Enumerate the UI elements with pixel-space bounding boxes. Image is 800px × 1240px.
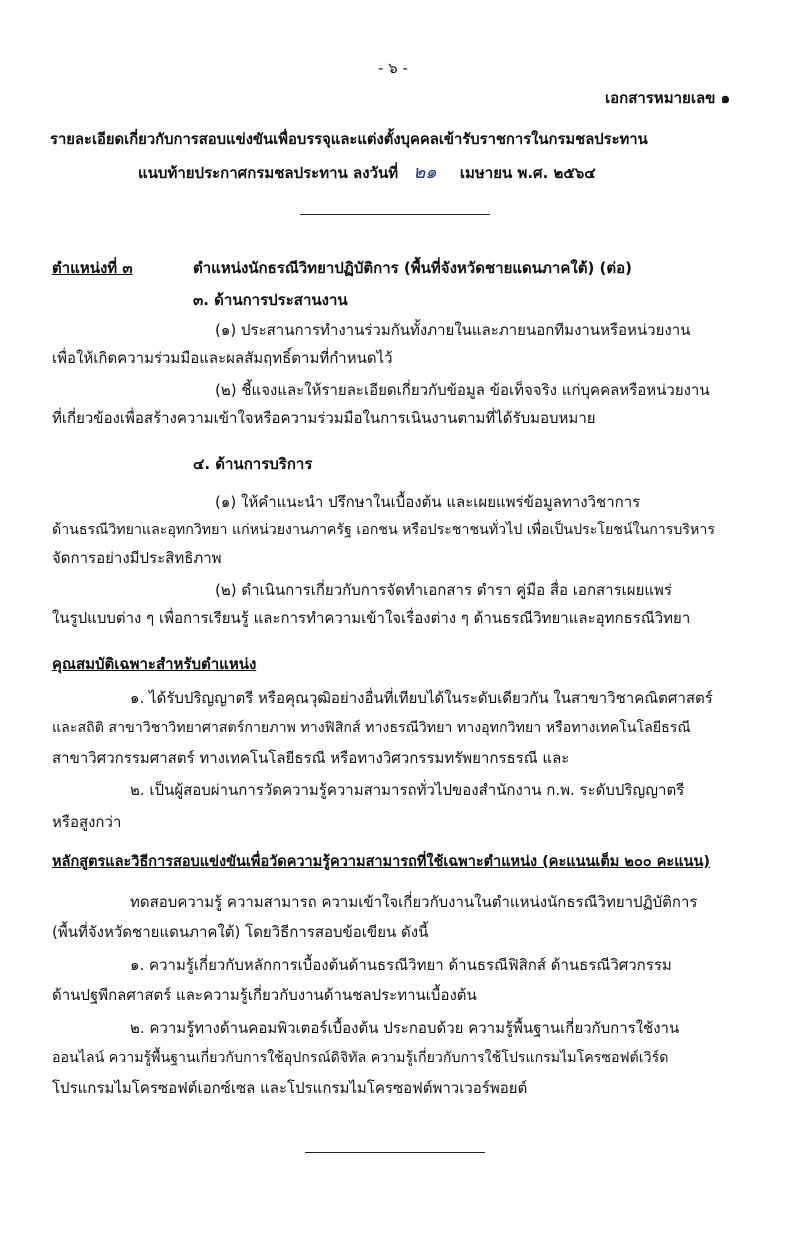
page-number: - ๖ -	[378, 59, 408, 77]
qualification-item1-line2: และสถิติ สาขาวิชาวิทยาศาสตร์กายภาพ ทางฟิสิกส์ ทางธรณีวิทยา ทางอุทกวิทยา หรือทางเทคโนโลยีธรณี	[52, 720, 691, 736]
exam-item2-line1: ๒. ความรู้ทางด้านคอมพิวเตอร์เบื้องต้น ประกอบด้วย ความรู้พื้นฐานเกี่ยวกับการใช้งาน	[130, 1019, 680, 1037]
exam-item1-line1: ๑. ความรู้เกี่ยวกับหลักการเบื้องต้นด้านธรณีวิทยา ด้านธรณีฟิสิกส์ ด้านธรณีวิศวกรรม	[130, 956, 672, 974]
handwritten-day: ๒๑	[413, 162, 437, 183]
exam-item2-line3: โปรแกรมไมโครซอฟต์เอกซ์เซล และโปรแกรมไมโครซอฟต์พาวเวอร์พอยต์	[52, 1079, 528, 1097]
subtitle-prefix: แนบท้ายประกาศกรมชลประทาน ลงวันที่	[138, 164, 399, 182]
exam-intro-line2: (พื้นที่จังหวัดชายแดนภาคใต้) โดยวิธีการสอบข้อเขียน ดังนี้	[52, 923, 429, 941]
section3-item2-line1: (๒) ชี้แจงและให้รายละเอียดเกี่ยวกับข้อมูล ข้อเท็จจริง แก่บุคคลหรือหน่วยงาน	[215, 381, 710, 399]
section3-item2-line2: ที่เกี่ยวข้องเพื่อสร้างความเข้าใจหรือความร่วมมือในการเนินงานตามที่ได้รับมอบหมาย	[52, 409, 596, 427]
section4-item2-line2: ในรูปแบบต่าง ๆ เพื่อการเรียนรู้ และการทำความเข้าใจเรื่องต่าง ๆ ด้านธรณีวิทยาและอุทกธรณีวิทยา	[52, 609, 691, 627]
qualifications-heading: คุณสมบัติเฉพาะสำหรับตำแหน่ง	[52, 655, 257, 673]
section4-item1-line3: จัดการอย่างมีประสิทธิภาพ	[52, 549, 222, 567]
qualification-item2-line1: ๒. เป็นผู้สอบผ่านการวัดความรู้ความสามารถทั่วไปของสำนักงาน ก.พ. ระดับปริญญาตรี	[130, 781, 685, 799]
section4-item1-line1: (๑) ให้คำแนะนำ ปรึกษาในเบื้องต้น และเผยแพร่ข้อมูลทางวิชาการ	[215, 493, 641, 511]
section4-item1-line2: ด้านธรณีวิทยาและอุทกวิทยา แก่หน่วยงานภาครัฐ เอกชน หรือประชาชนทั่วไป เพื่อเป็นประโยชน์ในการบริหาร	[52, 522, 715, 538]
document-reference: เอกสารหมายเลข ๑	[605, 89, 731, 107]
exam-heading: หลักสูตรและวิธีการสอบแข่งขันเพื่อวัดความรู้ความสามารถที่ใช้เฉพาะตำแหน่ง (คะแนนเต็ม ๒๐๐ คะแนน)	[52, 854, 710, 870]
footer-divider	[305, 1152, 485, 1153]
document-subtitle	[138, 163, 596, 183]
title-divider	[300, 214, 490, 215]
qualification-item2-line2: หรือสูงกว่า	[52, 813, 122, 831]
section3-heading: ๓. ด้านการประสานงาน	[193, 291, 348, 309]
section3-item1-line2: เพื่อให้เกิดความร่วมมือและผลสัมฤทธิ์ตามที่กำหนดไว้	[52, 349, 393, 367]
section4-heading: ๔. ด้านการบริการ	[193, 455, 313, 473]
position-label: ตำแหน่งที่ ๓	[52, 259, 133, 277]
position-title: ตำแหน่งนักธรณีวิทยาปฏิบัติการ (พื้นที่จังหวัดชายแดนภาคใต้) (ต่อ)	[193, 259, 632, 277]
exam-item2-line2: ออนไลน์ ความรู้พื้นฐานเกี่ยวกับการใช้อุปกรณ์ดิจิทัล ความรู้เกี่ยวกับการใช้โปรแกรมไมโครซอฟต์เวิร์ด	[52, 1050, 669, 1066]
qualification-item1-line3: สาขาวิศวกรรมศาสตร์ ทางเทคโนโลยีธรณี หรือทางวิศวกรรมทรัพยากรธรณี และ	[52, 749, 570, 767]
section3-item1-line1: (๑) ประสานการทำงานร่วมกันทั้งภายในและภายนอกทีมงานหรือหน่วยงาน	[215, 321, 691, 339]
exam-intro-line1: ทดสอบความรู้ ความสามารถ ความเข้าใจเกี่ยวกับงานในตำแหน่งนักธรณีวิทยาปฏิบัติการ	[130, 893, 698, 911]
document-title: รายละเอียดเกี่ยวกับการสอบแข่งขันเพื่อบรรจุและแต่งตั้งบุคคลเข้ารับราชการในกรมชลประทาน	[50, 131, 648, 148]
section4-item2-line1: (๒) ดำเนินการเกี่ยวกับการจัดทำเอกสาร ตำรา คู่มือ สื่อ เอกสารเผยแพร่	[215, 581, 672, 599]
qualification-item1-line1: ๑. ได้รับปริญญาตรี หรือคุณวุฒิอย่างอื่นที่เทียบได้ในระดับเดียวกัน ในสาขาวิชาคณิตศาสตร์	[130, 689, 713, 707]
exam-item1-line2: ด้านปฐพีกลศาสตร์ และความรู้เกี่ยวกับงานด้านชลประทานเบื้องต้น	[52, 986, 477, 1004]
subtitle-suffix: เมษายน พ.ศ. ๒๕๖๔	[459, 164, 596, 182]
